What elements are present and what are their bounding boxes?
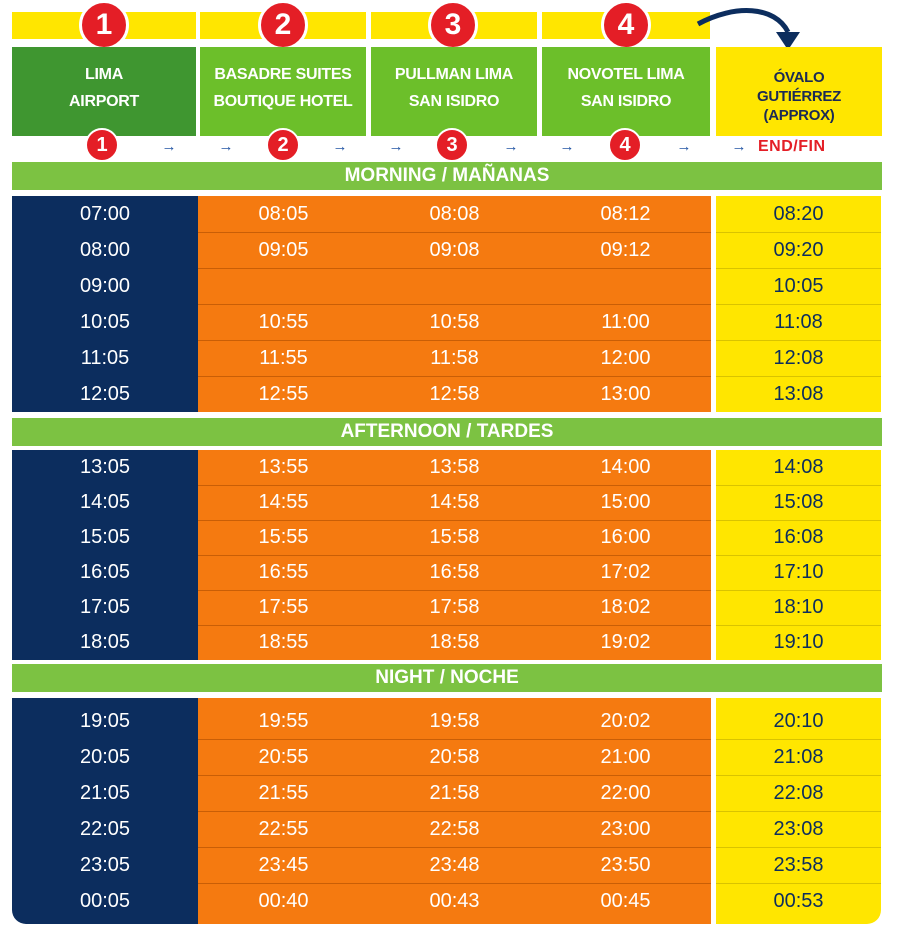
end-time: 00:53 [773, 889, 824, 912]
stop-2-time: 18:55 [258, 631, 309, 653]
end-time: 16:08 [773, 526, 824, 548]
stop-4-time: 23:00 [600, 817, 651, 840]
stop-2-time: 09:05 [258, 238, 309, 261]
table-row [12, 739, 881, 775]
arrow-icon: → [503, 137, 519, 155]
origin-time: 07:00 [79, 202, 131, 225]
end-stop-header [716, 47, 882, 136]
stop-2-time: 15:55 [258, 526, 309, 548]
origin-time: 14:05 [79, 491, 131, 513]
end-time: 13:08 [773, 382, 824, 405]
stop-3-time: 20:58 [429, 745, 480, 768]
stop-4-time: 11:00 [601, 310, 650, 333]
stop-3-time: 19:58 [429, 709, 480, 732]
table-row [12, 811, 881, 847]
end-time: 20:10 [773, 709, 824, 732]
stop-3-time: 13:58 [429, 456, 480, 478]
section-night-title: NIGHT / NOCHE [12, 664, 882, 692]
stop-3-name-line2: SAN ISIDRO [408, 92, 500, 110]
arrow-icon: → [676, 137, 692, 155]
table-row [12, 485, 881, 520]
stop-2-time: 00:40 [258, 889, 309, 912]
end-time: 15:08 [773, 491, 824, 513]
stop-3-time: 23:48 [429, 853, 480, 876]
table-row [12, 703, 881, 739]
stop-4-time: 20:02 [600, 709, 651, 732]
stop-3-time: 22:58 [429, 817, 480, 840]
arrow-icon: → [161, 137, 177, 155]
stop-2-time: 13:55 [258, 456, 309, 478]
stop-3-header [371, 47, 537, 136]
stop-2-time: 17:55 [258, 596, 309, 618]
stop-2-time: 11:55 [259, 346, 308, 369]
stop-3-time: 16:58 [429, 561, 480, 583]
end-time: 18:10 [773, 596, 824, 618]
origin-time: 22:05 [79, 817, 131, 840]
stop-3-name-line1: PULLMAN LIMA [394, 65, 514, 83]
stop-2-name-line2: BOUTIQUE HOTEL [213, 92, 353, 110]
stop-4-time: 21:00 [600, 745, 651, 768]
arrow-icon: → [731, 137, 747, 155]
stop-2-time: 16:55 [258, 561, 309, 583]
stop-1-name-line1: LIMA [85, 65, 123, 83]
end-stop-line3: (APPROX) [763, 107, 835, 124]
origin-time: 12:05 [79, 382, 131, 405]
arrow-icon: → [218, 137, 234, 155]
origin-time: 00:05 [79, 889, 131, 912]
end-time: 22:08 [773, 781, 824, 804]
stop-3-time: 09:08 [429, 238, 480, 261]
stop-1-badge: 1 [79, 0, 129, 50]
end-fin-label: END/FIN [758, 138, 826, 155]
stop-2-header [200, 47, 366, 136]
stop-2-time: 10:55 [258, 310, 309, 333]
stop-2-time: 21:55 [258, 781, 309, 804]
stop-1-small-badge: 1 [85, 128, 119, 162]
table-row [12, 590, 881, 625]
stop-3-time: 14:58 [429, 491, 480, 513]
table-row [12, 555, 881, 590]
stop-4-header [542, 47, 710, 136]
stop-3-time: 08:08 [429, 202, 480, 225]
stop-4-time: 17:02 [600, 561, 651, 583]
stop-4-time: 00:45 [600, 889, 651, 912]
origin-time: 21:05 [79, 781, 131, 804]
end-time: 19:10 [773, 631, 824, 653]
origin-time: 13:05 [79, 456, 131, 478]
arrow-icon: → [559, 137, 575, 155]
stop-2-time: 12:55 [258, 382, 309, 405]
origin-time: 16:05 [79, 561, 131, 583]
table-row [12, 520, 881, 555]
table-row [12, 268, 881, 304]
end-time: 12:08 [773, 346, 824, 369]
arrow-icon: → [332, 137, 348, 155]
origin-time: 20:05 [79, 745, 131, 768]
stop-3-time: 15:58 [429, 526, 480, 548]
stop-3-time: 11:58 [430, 346, 479, 369]
stop-4-time: 12:00 [600, 346, 651, 369]
table-row [12, 232, 881, 268]
table-row [12, 775, 881, 811]
table-row [12, 625, 881, 660]
stop-4-time: 22:00 [600, 781, 651, 804]
table-row [12, 376, 881, 412]
stop-3-badge: 3 [428, 0, 478, 50]
stop-3-time: 10:58 [429, 310, 480, 333]
origin-time: 08:00 [79, 238, 131, 261]
end-time: 23:58 [773, 853, 824, 876]
stop-4-time: 15:00 [600, 491, 651, 513]
end-stop-line1: ÓVALO [773, 69, 825, 86]
end-time: 11:08 [774, 310, 823, 333]
stop-4-time: 23:50 [600, 853, 651, 876]
origin-time: 09:00 [79, 274, 131, 297]
stop-4-time: 14:00 [600, 456, 651, 478]
stop-2-name-line1: BASADRE SUITES [214, 65, 352, 83]
stop-2-small-badge: 2 [266, 128, 300, 162]
stop-4-time: 08:12 [600, 202, 651, 225]
end-time: 10:05 [773, 274, 824, 297]
end-time: 08:20 [773, 202, 824, 225]
table-row [12, 883, 881, 919]
stop-3-time: 00:43 [429, 889, 480, 912]
origin-time: 17:05 [79, 596, 131, 618]
arrow-icon: → [388, 137, 404, 155]
end-time: 17:10 [773, 561, 824, 583]
table-row [12, 304, 881, 340]
stop-1-name-line2: AIRPORT [69, 92, 139, 110]
stop-3-time: 21:58 [429, 781, 480, 804]
stop-2-time: 19:55 [258, 709, 309, 732]
stop-4-badge: 4 [601, 0, 651, 50]
origin-time: 23:05 [79, 853, 131, 876]
stop-4-time: 18:02 [600, 596, 651, 618]
stop-3-time: 17:58 [429, 596, 480, 618]
stop-3-small-badge: 3 [435, 128, 469, 162]
stop-2-badge: 2 [258, 0, 308, 50]
stop-4-time: 13:00 [600, 382, 651, 405]
stop-2-time: 23:45 [258, 853, 309, 876]
stop-4-time: 09:12 [600, 238, 651, 261]
stop-4-name-line1: NOVOTEL LIMA [567, 65, 685, 83]
section-afternoon-title: AFTERNOON / TARDES [12, 418, 882, 446]
origin-time: 10:05 [79, 310, 131, 333]
table-row [12, 847, 881, 883]
origin-time: 18:05 [79, 631, 131, 653]
stop-4-time: 16:00 [600, 526, 651, 548]
stop-2-time: 08:05 [258, 202, 309, 225]
origin-time: 15:05 [79, 526, 131, 548]
end-time: 21:08 [773, 745, 824, 768]
stop-4-small-badge: 4 [608, 128, 642, 162]
stop-2-time: 14:55 [258, 491, 309, 513]
stop-2-time [198, 268, 369, 304]
stop-3-time: 18:58 [429, 631, 480, 653]
origin-time: 19:05 [79, 709, 131, 732]
end-stop-line2: GUTIÉRREZ [757, 88, 841, 105]
section-morning-title: MORNING / MAÑANAS [12, 162, 882, 190]
table-row [12, 196, 881, 232]
stop-4-name-line2: SAN ISIDRO [580, 92, 672, 110]
stop-3-time [369, 268, 540, 304]
end-time: 09:20 [773, 238, 824, 261]
end-time: 14:08 [773, 456, 824, 478]
stop-2-time: 20:55 [258, 745, 309, 768]
end-time: 23:08 [773, 817, 824, 840]
stop-3-time: 12:58 [429, 382, 480, 405]
stop-1-header [12, 47, 196, 136]
origin-time: 11:05 [80, 346, 130, 369]
stop-4-time: 19:02 [600, 631, 651, 653]
table-row [12, 450, 881, 485]
stop-4-time [540, 268, 711, 304]
stop-2-time: 22:55 [258, 817, 309, 840]
table-row [12, 340, 881, 376]
